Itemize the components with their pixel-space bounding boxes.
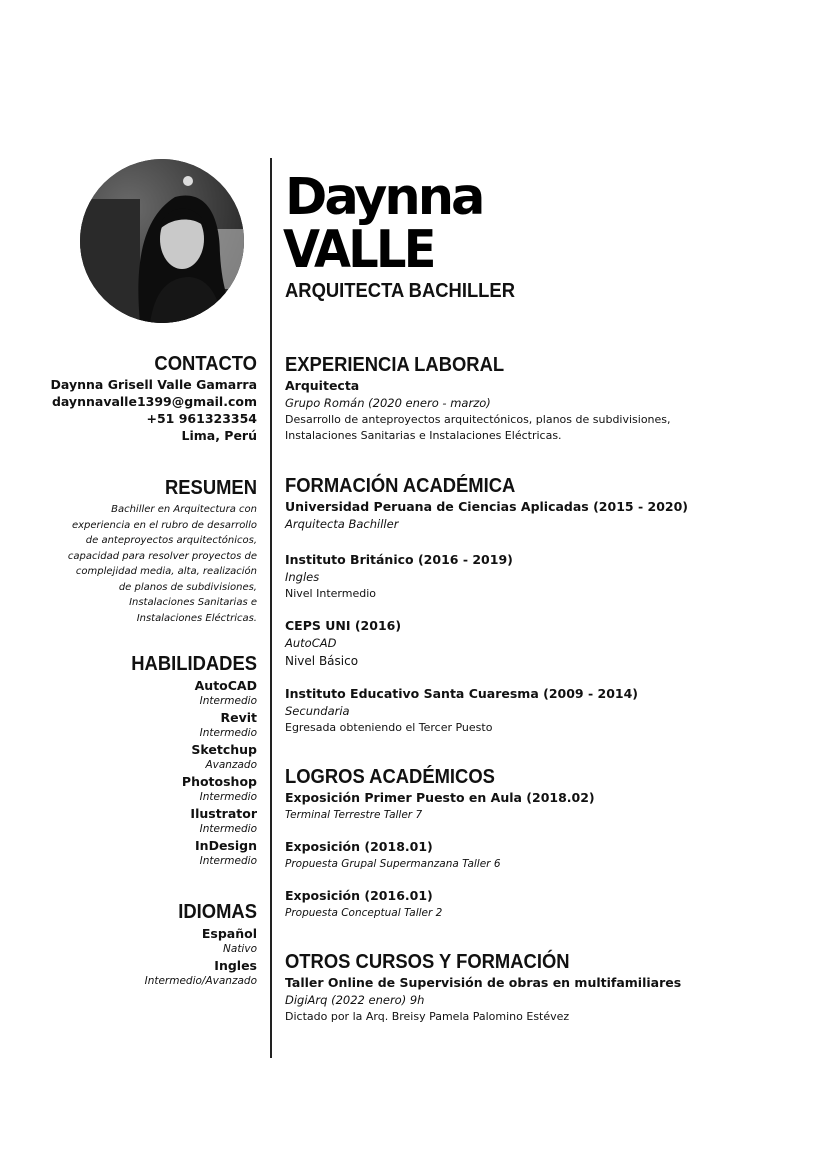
skill-level: Intermedio <box>199 791 257 803</box>
summary-line: Instalaciones Eléctricas. <box>136 612 257 624</box>
experience-description: Desarrollo de anteproyectos arquitectónicos, planos de subdivisiones, <box>285 413 671 426</box>
summary-section <box>27 476 257 626</box>
achievement-detail: Propuesta Conceptual Taller 2 <box>285 907 443 919</box>
summary-heading: RESUMEN <box>164 477 257 499</box>
achievements-heading: LOGROS ACADÉMICOS <box>285 766 495 788</box>
summary-line: Bachiller en Arquitectura con <box>111 504 257 515</box>
experience-heading: EXPERIENCIA LABORAL <box>285 354 505 376</box>
skill-name: AutoCAD <box>194 678 257 693</box>
contact-full-name: Daynna Grisell Valle Gamarra <box>50 377 257 392</box>
skill-level: Intermedio <box>199 823 257 835</box>
experience-section <box>285 353 795 443</box>
education-school: Instituto Educativo Santa Cuaresma (2009 - 2014) <box>285 686 639 701</box>
contact-email[interactable]: daynnavalle1399@gmail.com <box>51 394 257 409</box>
education-school: Universidad Peruana de Ciencias Aplicadas (2015 - 2020) <box>285 499 688 514</box>
course-org: DigiArq (2022 enero) 9h <box>285 993 425 1007</box>
experience-title: Arquitecta <box>285 378 360 393</box>
course-note: Dictado por la Arq. Breisy Pamela Palomino Estévez <box>285 1010 570 1023</box>
achievement-item <box>285 838 795 872</box>
education-program: Secundaria <box>285 704 350 718</box>
education-note: Nivel Intermedio <box>285 587 376 600</box>
experience-company: Grupo Román (2020 enero - marzo) <box>285 396 491 410</box>
education-item <box>285 617 795 670</box>
education-school: Instituto Británico (2016 - 2019) <box>285 552 513 567</box>
languages-heading: IDIOMAS <box>178 901 257 923</box>
skill-name: Photoshop <box>181 774 257 789</box>
skills-heading: HABILIDADES <box>131 653 257 675</box>
summary-line: de anteproyectos arquitectónicos, <box>85 535 257 546</box>
summary-line: capacidad para resolver proyectos de <box>67 550 257 562</box>
education-program: Arquitecta Bachiller <box>285 517 399 531</box>
skill-name: Revit <box>220 710 257 725</box>
education-school: CEPS UNI (2016) <box>285 618 402 633</box>
skill-name: InDesign <box>195 838 257 853</box>
contact-section <box>27 352 257 444</box>
language-level: Nativo <box>223 943 257 955</box>
contact-city: Lima, Perú <box>181 428 257 443</box>
summary-line: complejidad media, alta, realización <box>75 566 257 577</box>
summary-text <box>27 502 257 626</box>
education-heading: FORMACIÓN ACADÉMICA <box>285 475 516 497</box>
portrait-photo-icon <box>80 159 244 323</box>
summary-line: Instalaciones Sanitarias e <box>129 597 257 608</box>
achievement-item <box>285 887 795 921</box>
experience-description: Instalaciones Sanitarias e Instalaciones Eléctricas. <box>285 428 562 442</box>
summary-line: de planos de subdivisiones, <box>118 581 257 593</box>
profile-photo <box>80 159 244 323</box>
last-name: VALLE <box>283 220 434 280</box>
contact-heading: CONTACTO <box>154 353 257 375</box>
skills-section <box>27 652 257 869</box>
courses-heading: OTROS CURSOS Y FORMACIÓN <box>285 951 570 973</box>
education-note: Nivel Básico <box>285 654 359 668</box>
skill-level: Intermedio <box>199 695 257 707</box>
achievements-section <box>285 765 795 823</box>
education-section <box>285 474 795 533</box>
achievement-title: Exposición Primer Puesto en Aula (2018.02) <box>285 790 595 805</box>
skill-name: Ilustrator <box>190 806 257 821</box>
education-program: Ingles <box>285 570 320 584</box>
language-name: Español <box>201 926 257 941</box>
achievement-detail: Terminal Terrestre Taller 7 <box>285 809 423 821</box>
language-name: Ingles <box>214 958 257 973</box>
education-note: Egresada obteniendo el Tercer Puesto <box>285 721 493 734</box>
contact-phone[interactable]: +51 961323354 <box>146 411 257 426</box>
education-program: AutoCAD <box>285 636 337 650</box>
column-divider <box>270 158 272 1058</box>
skill-level: Avanzado <box>205 759 257 771</box>
course-title: Taller Online de Supervisión de obras en multifamiliares <box>285 975 682 990</box>
job-title: ARQUITECTA BACHILLER <box>285 280 515 302</box>
summary-line: experiencia en el rubro de desarrollo <box>71 519 257 531</box>
skill-name: Sketchup <box>191 742 257 757</box>
education-item <box>285 685 795 736</box>
first-name: Daynna <box>285 168 483 227</box>
language-level: Intermedio/Avanzado <box>144 975 257 987</box>
achievement-title: Exposición (2018.01) <box>285 839 433 854</box>
education-item <box>285 551 795 602</box>
achievement-detail: Propuesta Grupal Supermanzana Taller 6 <box>285 858 501 870</box>
courses-section <box>285 950 795 1025</box>
languages-section <box>27 900 257 989</box>
skill-level: Intermedio <box>199 727 257 739</box>
skill-level: Intermedio <box>199 855 257 867</box>
achievement-title: Exposición (2016.01) <box>285 888 433 903</box>
